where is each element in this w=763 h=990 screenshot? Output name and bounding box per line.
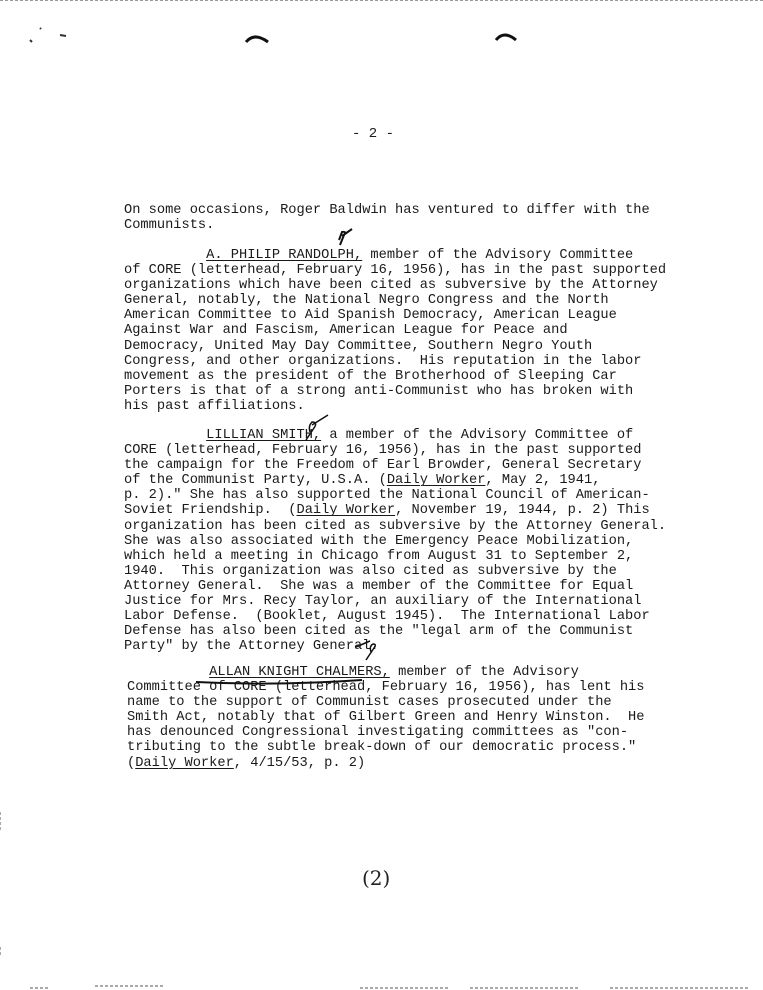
underlined-text: Daily Worker — [135, 755, 234, 771]
text-segment: Against War and Fascism, American League for Peace and — [124, 323, 568, 339]
underline-stroke — [196, 680, 362, 684]
text-segment: member of the Advisory — [389, 665, 579, 680]
scan-artifact — [0, 810, 750, 988]
handwritten-page-mark: (2) — [362, 866, 391, 890]
text-segment: tributing to the subtle break-down of our democratic process." — [127, 740, 637, 756]
check-mark-icon — [356, 641, 375, 660]
text-segment: the campaign for the Freedom of Earl Browder, General Secretary — [124, 458, 642, 474]
text-segment: member of the Advisory Committee — [362, 248, 634, 263]
text-segment: Attorney General. She was a member of the Committee for Equal — [124, 578, 634, 594]
underlined-text: Daily Worker — [386, 473, 486, 489]
text-segment: Smith Act, notably that of Gilbert Green and Henry Winston. He — [127, 710, 645, 726]
text-segment: a member of the Advisory Committee of — [321, 428, 634, 443]
text-segment: Committee of CORE (letterhead, February 16, 1956), has lent his — [127, 680, 645, 696]
text-segment: , May 2, 1941, — [485, 473, 601, 489]
underlined-text: LILLIAN SMITH, — [206, 428, 322, 443]
text-segment: Soviet Friendship. ( — [124, 503, 297, 519]
text-segment: General, notably, the National Negro Congress and the North — [124, 293, 609, 309]
text-segment: p. 2)." She has also supported the National Council of American- — [124, 488, 650, 504]
text-segment: Defense has also been cited as the "legal arm of the Communist — [124, 624, 634, 640]
text-segment: which held a meeting in Chicago from August 31 to September 2, — [124, 548, 634, 564]
text-segment: American Committee to Aid Spanish Democracy, American League — [124, 308, 617, 324]
underlined-text: A. PHILIP RANDOLPH, — [206, 248, 363, 263]
text-segment: organizations which have been cited as subversive by the Attorney — [124, 278, 658, 294]
check-mark-icon — [306, 415, 328, 440]
text-segment: CORE (letterhead, February 16, 1956), has in the past supported — [124, 443, 642, 459]
text-segment: name to the support of Communist cases prosecuted under the — [127, 695, 612, 711]
text-segment: has denounced Congressional investigating committees as "con- — [127, 725, 629, 741]
underlined-text: ALLAN KNIGHT CHALMERS, — [209, 665, 390, 680]
text-segment: his past affiliations. — [124, 398, 305, 414]
text-segment: , 4/15/53, p. 2) — [233, 755, 366, 771]
page-number: - 2 - — [352, 126, 395, 142]
text-segment: Labor Defense. (Booklet, August 1945). The International Labor — [124, 609, 650, 625]
text-segment: Justice for Mrs. Recy Taylor, an auxiliary of the International — [124, 594, 642, 610]
text-segment: Party" by the Attorney General. — [124, 639, 379, 655]
check-mark-icon — [339, 229, 352, 245]
check-mark-icon — [496, 35, 516, 40]
text-segment: Communists. — [124, 218, 215, 234]
text-segment: On some occasions, Roger Baldwin has ventured to differ with the — [124, 203, 650, 218]
text-segment: She was also associated with the Emergency Peace Mobilization, — [124, 533, 634, 549]
text-segment: 1940. This organization was also cited as subversive by the — [124, 563, 617, 579]
text-segment: ( — [127, 755, 136, 771]
text-segment: organization has been cited as subversive by the Attorney General. — [124, 518, 667, 534]
underlined-text: Daily Worker — [296, 503, 396, 519]
check-mark-icon — [246, 37, 268, 42]
text-segment: Porters is that of a strong anti-Communist who has broken with — [124, 383, 634, 399]
scan-artifact — [30, 28, 66, 42]
text-segment: movement as the president of the Brotherhood of Sleeping Car — [124, 368, 617, 384]
text-segment: of the Communist Party, U.S.A. ( — [124, 473, 387, 489]
text-segment: , November 19, 1944, p. 2) This — [395, 503, 650, 519]
text-segment: of CORE (letterhead, February 16, 1956), has in the past supported — [124, 263, 667, 279]
text-segment: Congress, and other organizations. His reputation in the labor — [124, 353, 642, 369]
text-segment: Democracy, United May Day Committee, Southern Negro Youth — [124, 338, 593, 354]
